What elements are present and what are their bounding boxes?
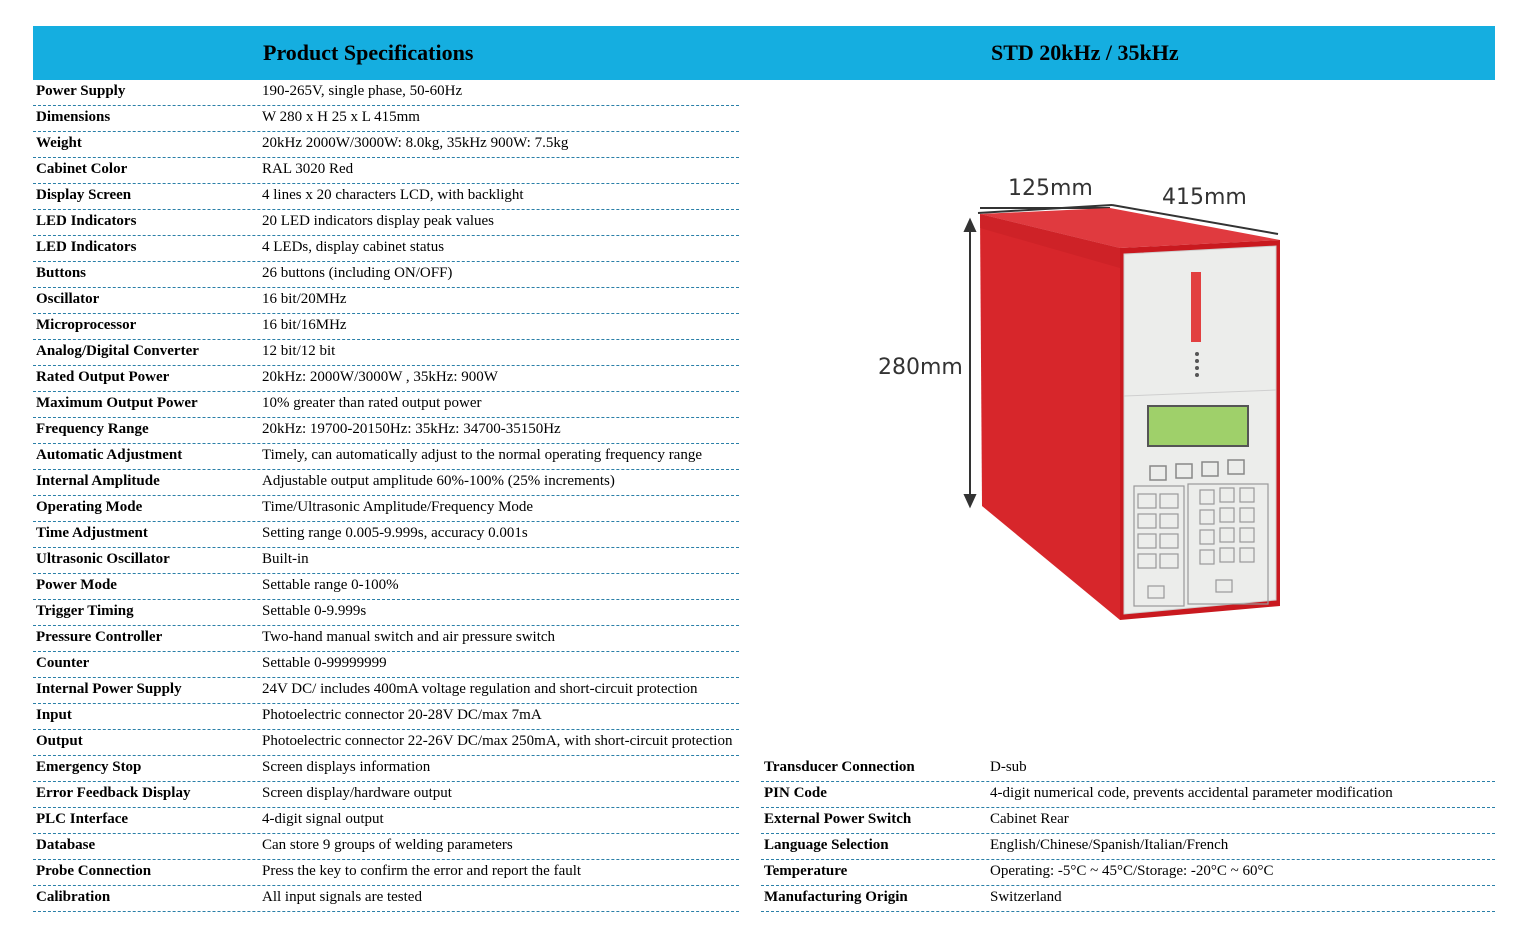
spec-row-trigger-timing <box>33 600 739 626</box>
spec-row-internal-amplitude <box>33 470 739 496</box>
spec-row-counter <box>33 652 739 678</box>
spec-label: PLC Interface <box>36 811 129 827</box>
spec-value: 4 lines x 20 characters LCD, with backlight <box>262 187 524 203</box>
spec-label: Temperature <box>764 863 848 879</box>
spec-label: External Power Switch <box>764 811 912 827</box>
spec-label: Frequency Range <box>36 421 149 437</box>
spec-label: Internal Amplitude <box>36 473 160 489</box>
spec-label: Weight <box>36 135 82 151</box>
spec-value: All input signals are tested <box>262 889 422 905</box>
spec-row-pressure-controller <box>33 626 739 652</box>
spec-table-title: Product Specifications <box>263 40 474 65</box>
spec-row-external-power-switch <box>761 808 1495 834</box>
spec-row-output <box>33 730 739 756</box>
spec-table-right <box>761 756 1495 912</box>
spec-row-maximum-output-power <box>33 392 739 418</box>
spec-row-buttons <box>33 262 739 288</box>
spec-label: Internal Power Supply <box>36 681 182 697</box>
spec-value: 20 LED indicators display peak values <box>262 213 495 229</box>
spec-value: Settable 0-99999999 <box>262 655 387 671</box>
spec-row-internal-power-supply <box>33 678 739 704</box>
spec-value: Photoelectric connector 22-26V DC/max 250mA, with short-circuit protection <box>262 733 733 749</box>
spec-row-transducer-connection <box>761 756 1495 782</box>
cabinet-side <box>980 214 1120 620</box>
spec-row-input <box>33 704 739 730</box>
width-dimension-label: 125mm <box>1008 176 1093 201</box>
spec-row-operating-mode <box>33 496 739 522</box>
spec-label: Oscillator <box>36 291 100 307</box>
spec-label: Maximum Output Power <box>36 395 198 411</box>
generator-cabinet-illustration <box>870 168 1290 638</box>
spec-label: Automatic Adjustment <box>36 447 183 463</box>
spec-label: Analog/Digital Converter <box>36 343 199 359</box>
spec-label: Rated Output Power <box>36 369 170 385</box>
spec-value: 190-265V, single phase, 50-60Hz <box>262 83 463 99</box>
spec-label: Language Selection <box>764 837 889 853</box>
spec-label: Time Adjustment <box>36 525 148 541</box>
spec-label: Input <box>36 707 72 723</box>
spec-value: Timely, can automatically adjust to the normal operating frequency range <box>262 447 703 463</box>
spec-label: LED Indicators <box>36 213 137 229</box>
spec-row-power-supply <box>33 80 739 106</box>
spec-label: Probe Connection <box>36 863 152 879</box>
spec-value: Photoelectric connector 20-28V DC/max 7mA <box>262 707 542 723</box>
spec-value: Operating: -5°C ~ 45°C/Storage: -20°C ~ 60°C <box>990 863 1274 879</box>
spec-value: RAL 3020 Red <box>262 161 354 177</box>
spec-label: Ultrasonic Oscillator <box>36 551 170 567</box>
spec-value: 16 bit/20MHz <box>262 291 347 307</box>
spec-label: Dimensions <box>36 109 111 125</box>
spec-label: Buttons <box>36 265 87 281</box>
spec-label: Calibration <box>36 889 111 905</box>
spec-label: PIN Code <box>764 785 827 801</box>
spec-row-led-indicators <box>33 210 739 236</box>
spec-table-left <box>33 80 739 912</box>
spec-row-emergency-stop <box>33 756 739 782</box>
spec-value: Screen display/hardware output <box>262 785 452 801</box>
spec-value: Two-hand manual switch and air pressure switch <box>262 629 556 645</box>
spec-label: Power Supply <box>36 83 126 99</box>
spec-label: Pressure Controller <box>36 629 163 645</box>
spec-label: Operating Mode <box>36 499 143 515</box>
spec-row-led-indicators <box>33 236 739 262</box>
spec-value: 20kHz: 2000W/3000W , 35kHz: 900W <box>262 369 498 385</box>
spec-row-weight <box>33 132 739 158</box>
lcd-screen <box>1148 406 1248 446</box>
spec-label: Output <box>36 733 83 749</box>
spec-row-pin-code <box>761 782 1495 808</box>
spec-row-display-screen <box>33 184 739 210</box>
spec-row-manufacturing-origin <box>761 886 1495 912</box>
spec-row-microprocessor <box>33 314 739 340</box>
spec-value: 12 bit/12 bit <box>262 343 336 359</box>
spec-label: Database <box>36 837 96 853</box>
spec-value: Can store 9 groups of welding parameters <box>262 837 513 853</box>
spec-value: Adjustable output amplitude 60%-100% (25% increments) <box>262 473 615 489</box>
length-dimension-label: 415mm <box>1162 185 1247 210</box>
spec-row-rated-output-power <box>33 366 739 392</box>
spec-value: 26 buttons (including ON/OFF) <box>262 265 453 281</box>
spec-row-frequency-range <box>33 418 739 444</box>
spec-value: 24V DC/ includes 400mA voltage regulation and short-circuit protection <box>262 681 698 697</box>
spec-value: Settable 0-9.999s <box>262 603 367 619</box>
spec-row-language-selection <box>761 834 1495 860</box>
spec-row-probe-connection <box>33 860 739 886</box>
spec-header-bar <box>33 26 1495 80</box>
spec-value: Cabinet Rear <box>990 811 1069 827</box>
spec-value: Settable range 0-100% <box>262 577 399 593</box>
spec-value: 20kHz 2000W/3000W: 8.0kg, 35kHz 900W: 7.5kg <box>262 135 569 151</box>
spec-label: Cabinet Color <box>36 161 128 177</box>
spec-label: Error Feedback Display <box>36 785 191 801</box>
model-title: STD 20kHz / 35kHz <box>991 40 1179 65</box>
spec-value: English/Chinese/Spanish/Italian/French <box>990 837 1229 853</box>
height-dimension-label: 280mm <box>878 355 963 380</box>
spec-label: Microprocessor <box>36 317 137 333</box>
spec-label: Counter <box>36 655 90 671</box>
spec-row-error-feedback-display <box>33 782 739 808</box>
spec-value: Setting range 0.005-9.999s, accuracy 0.001s <box>262 525 528 541</box>
spec-row-database <box>33 834 739 860</box>
spec-label: Display Screen <box>36 187 132 203</box>
spec-label: Transducer Connection <box>764 759 915 775</box>
spec-row-dimensions <box>33 106 739 132</box>
spec-row-analog-digital-converter <box>33 340 739 366</box>
spec-value: D-sub <box>990 759 1027 775</box>
spec-value: 16 bit/16MHz <box>262 317 347 333</box>
spec-value: 4-digit signal output <box>262 811 384 827</box>
spec-row-plc-interface <box>33 808 739 834</box>
spec-label: Power Mode <box>36 577 117 593</box>
spec-row-time-adjustment <box>33 522 739 548</box>
spec-row-calibration <box>33 886 739 912</box>
spec-value: Time/Ultrasonic Amplitude/Frequency Mode <box>262 499 534 515</box>
spec-row-oscillator <box>33 288 739 314</box>
spec-value: W 280 x H 25 x L 415mm <box>262 109 420 125</box>
spec-value: 20kHz: 19700-20150Hz: 35kHz: 34700-35150Hz <box>262 421 561 437</box>
spec-value: Built-in <box>262 551 309 567</box>
led-bar <box>1191 272 1201 342</box>
spec-label: LED Indicators <box>36 239 137 255</box>
spec-label: Emergency Stop <box>36 759 142 775</box>
spec-row-temperature <box>761 860 1495 886</box>
spec-value: Switzerland <box>990 889 1062 905</box>
spec-value: 4 LEDs, display cabinet status <box>262 239 445 255</box>
spec-value: 4-digit numerical code, prevents accidental parameter modification <box>990 785 1393 801</box>
product-image <box>870 168 1290 638</box>
spec-value: Press the key to confirm the error and report the fault <box>262 863 582 879</box>
spec-row-power-mode <box>33 574 739 600</box>
spec-label: Trigger Timing <box>36 603 134 619</box>
spec-row-cabinet-color <box>33 158 739 184</box>
spec-row-ultrasonic-oscillator <box>33 548 739 574</box>
spec-row-automatic-adjustment <box>33 444 739 470</box>
spec-label: Manufacturing Origin <box>764 889 908 905</box>
spec-value: 10% greater than rated output power <box>262 395 482 411</box>
spec-value: Screen displays information <box>262 759 431 775</box>
